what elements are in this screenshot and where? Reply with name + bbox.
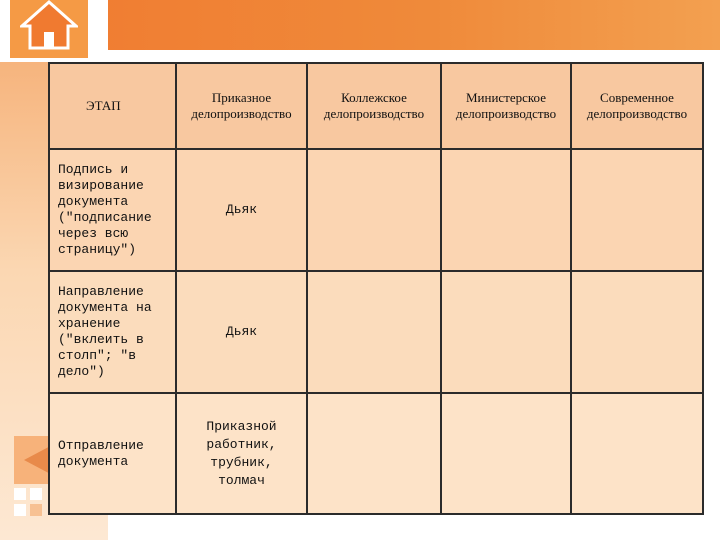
corner-tile [0,0,108,62]
header-cell-stage: ЭТАП [49,63,176,149]
header-cell-prikaznoe: Приказное делопроизводство [176,63,307,149]
table-row [49,393,703,514]
stage-cell: Подпись и визирование документа ("подписание через всю страницу") [49,149,176,271]
table-cell: Дьяк [176,149,307,271]
table-cell: Дьяк [176,271,307,393]
header-cell-ministerskoe: Министерское делопроизводство [441,63,571,149]
header-band [0,0,720,50]
table-cell [307,271,441,393]
comparison-table [48,62,704,515]
table-cell: Приказной работник, трубник, толмач [176,393,307,514]
table-cell [571,393,703,514]
table-header-row [49,63,703,149]
table-row [49,271,703,393]
table-cell [441,393,571,514]
table-row [49,149,703,271]
decor-square [30,504,42,516]
header-cell-kollezhskoe: Коллежское делопроизводство [307,63,441,149]
table-cell [571,271,703,393]
header-cell-sovremennoe: Современное делопроизводство [571,63,703,149]
table-cell [441,149,571,271]
home-icon[interactable] [20,0,78,55]
decor-square [14,488,26,500]
table-cell [571,149,703,271]
decor-square [30,488,42,500]
stage-cell: Отправление документа [49,393,176,514]
stage-cell: Направление документа на хранение ("вклеить в столп"; "в дело") [49,271,176,393]
table-cell [307,149,441,271]
table-cell [441,271,571,393]
table-cell [307,393,441,514]
decor-square [14,504,26,516]
